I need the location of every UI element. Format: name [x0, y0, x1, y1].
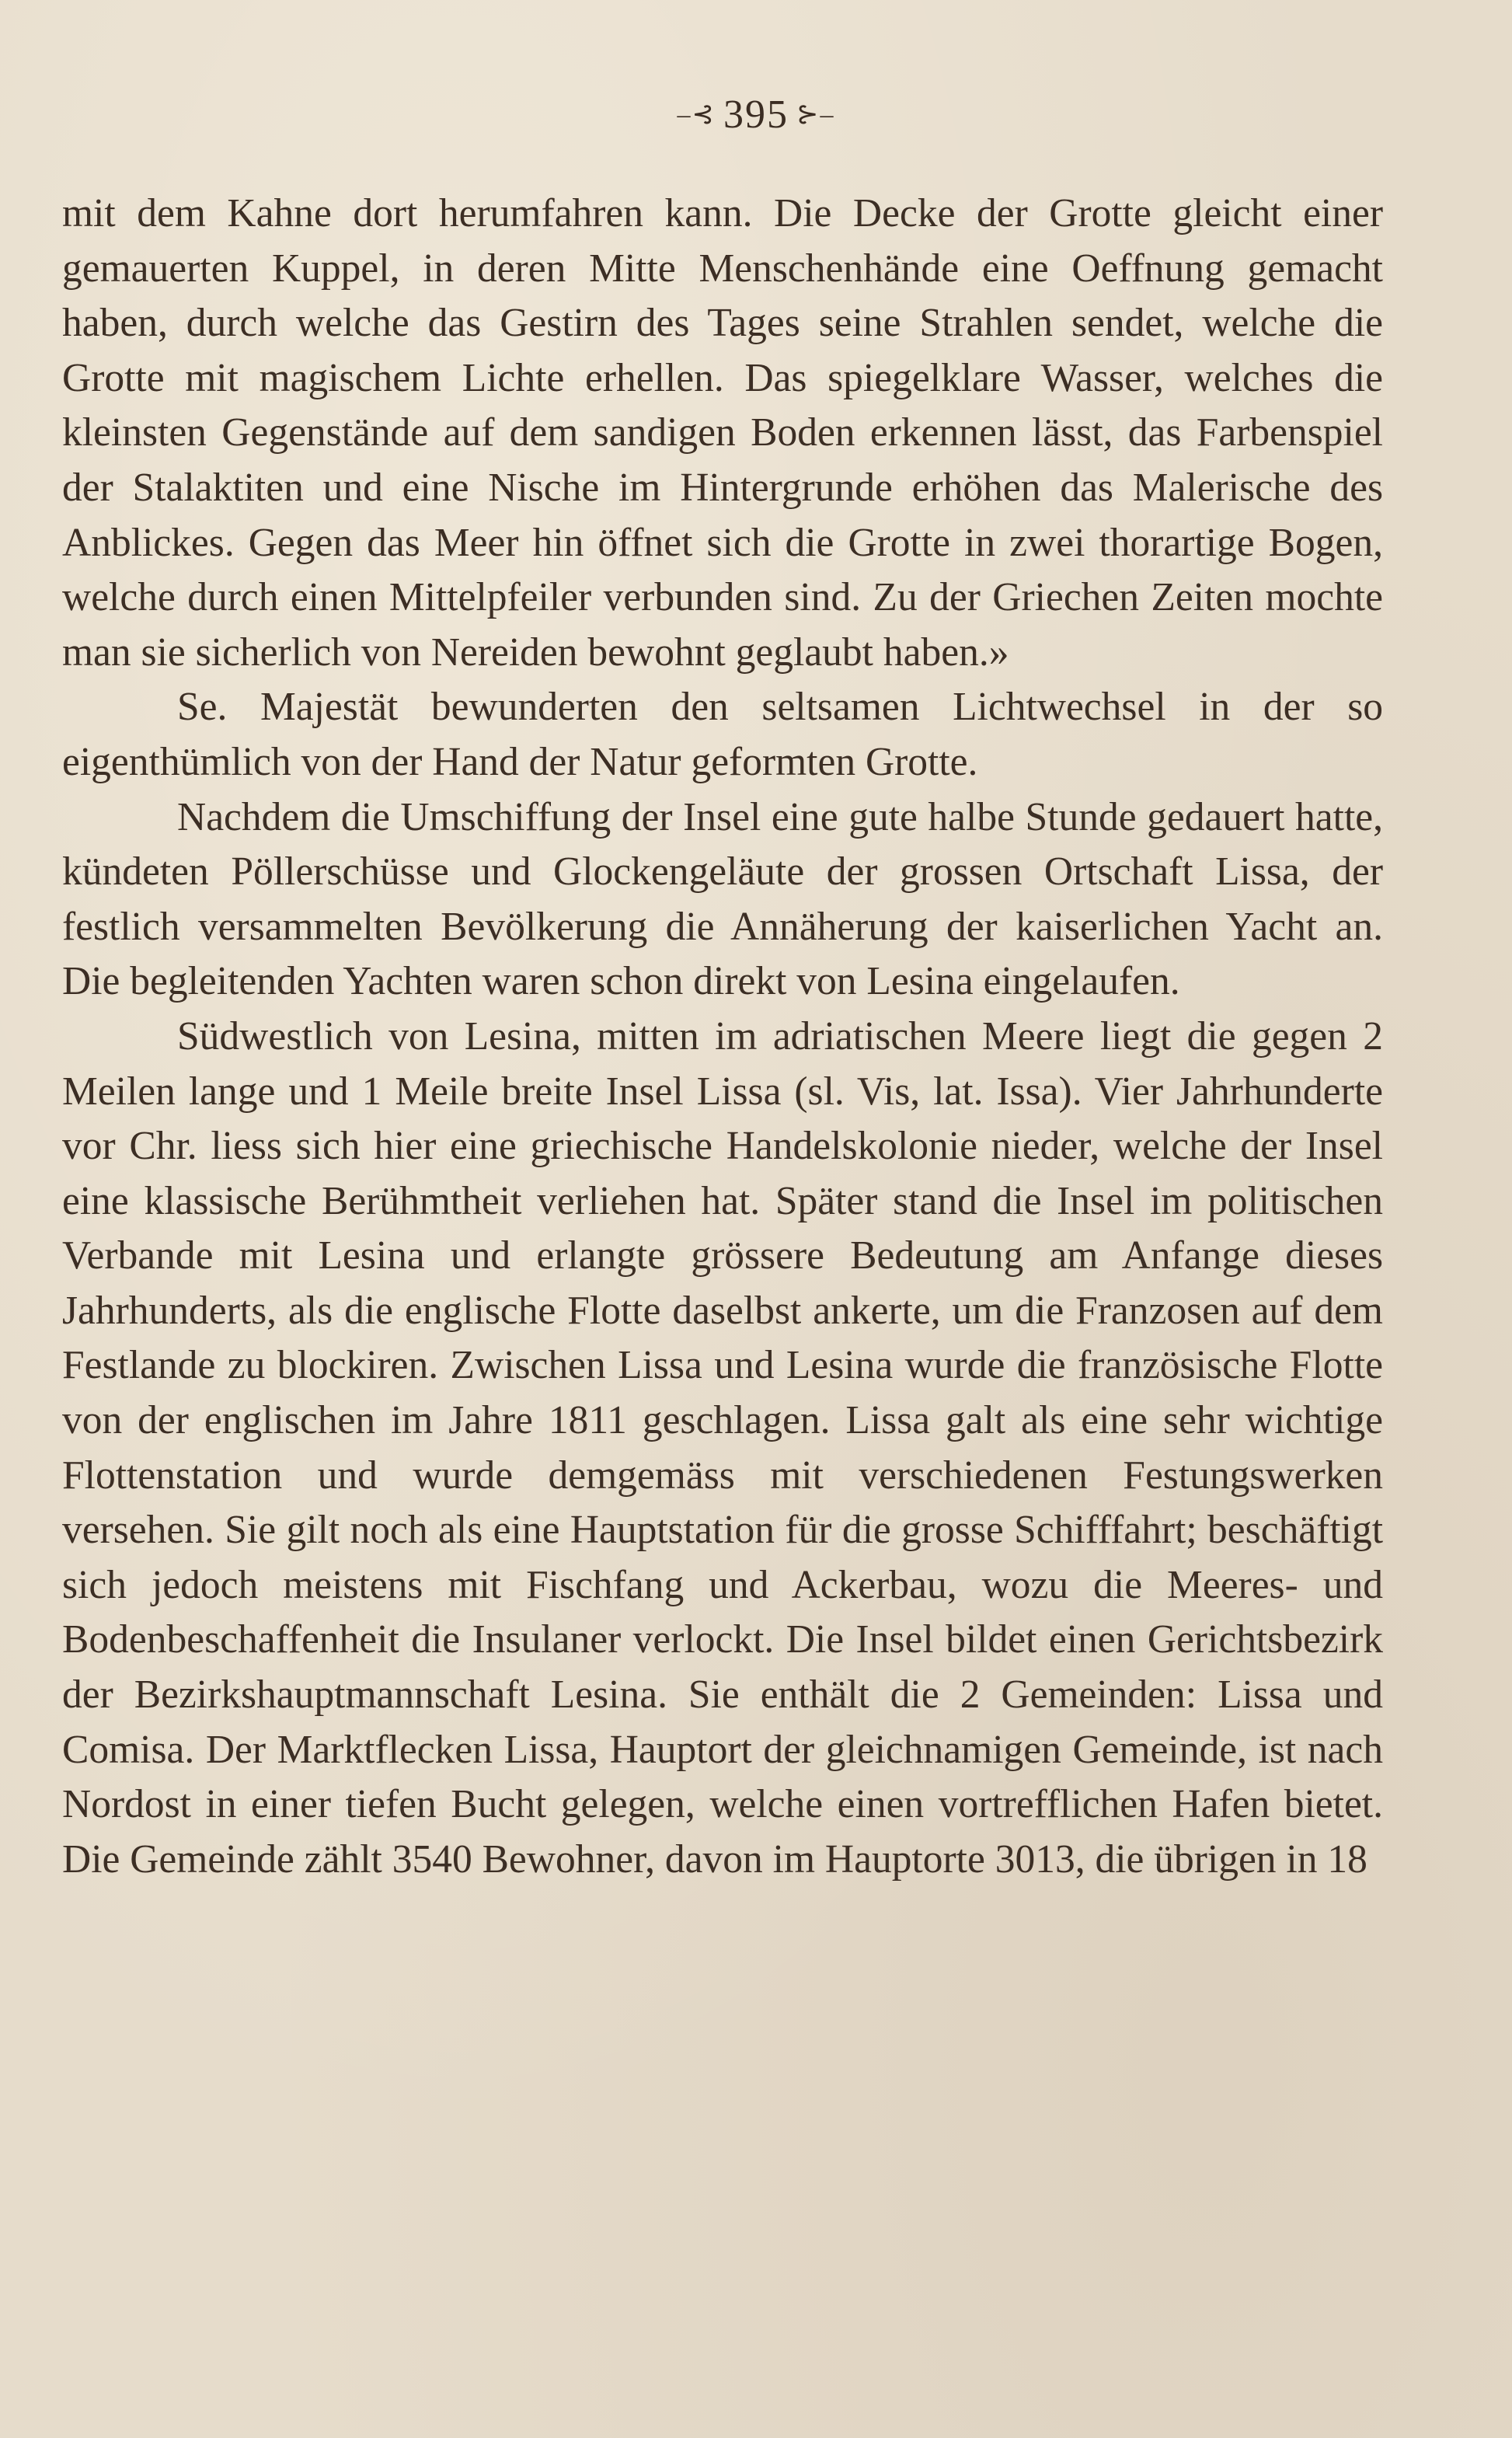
body-text — [62, 187, 1383, 1887]
page-header — [0, 92, 1512, 138]
page-number: 395 — [723, 92, 789, 137]
paragraph-3: Nachdem die Umschiffung der Insel eine gute halbe Stunde gedauert hatte, kündeten Pöllerschüsse und Glockengeläute der grossen Ortschaft Lissa, der festlich versammelten Bevölkerung die Annäherung der kaiserlichen Yacht an. Die begleitenden Yachten waren schon direkt von Lesina eingelaufen. — [62, 794, 1383, 1004]
ornament-left-icon: –⊰ — [677, 100, 716, 129]
paragraph-4: Südwestlich von Lesina, mitten im adriatischen Meere liegt die gegen 2 Meilen lange und 1 Meile breite Insel Lissa (sl. Vis, lat. Issa). Vier Jahrhunderte vor Chr. liess sich hier eine griechische Handelskolonie nieder, welche der Insel eine klassische Berühmtheit verliehen hat. Später stand die Insel im politischen Verbande mit Lesina und erlangte grössere Bedeutung am Anfange dieses Jahrhunderts, als die englische Flotte daselbst ankerte, um die Franzosen auf dem Festlande zu blockiren. Zwischen Lissa und Lesina wurde die französische Flotte von der englischen im Jahre 1811 geschlagen. Lissa galt als eine sehr wichtige Flottenstation und wurde demgemäss mit verschiedenen Festungswerken versehen. Sie gilt noch als eine Hauptstation für die grosse Schifffahrt; beschäftigt sich jedoch meistens mit Fischfang und Ackerbau, wozu die Meeres- und Bodenbeschaffenheit die Insulaner verlockt. Die Insel bildet einen Gerichtsbezirk der Bezirkshauptmannschaft Lesina. Sie enthält die 2 Gemeinden: Lissa und Comisa. Der Marktflecken Lissa, Hauptort der gleichnamigen Gemeinde, ist nach Nordost in einer tiefen Bucht gelegen, welche einen vortrefflichen Hafen bietet. Die Gemeinde zählt 3540 Bewohner, davon im Hauptorte 3013, die übrigen in 18 — [62, 1013, 1383, 1882]
paragraph-2: Se. Majestät bewunderten den seltsamen Lichtwechsel in der so eigenthümlich von der Hand der Natur geformten Grotte. — [62, 685, 1383, 784]
ornament-right-icon: ⊱– — [796, 100, 835, 129]
paragraph-1: mit dem Kahne dort herumfahren kann. Die Decke der Grotte gleicht einer gemauerten Kuppel, in deren Mitte Menschenhände eine Oeffnung gemacht haben, durch welche das Gestirn des Tages seine Strahlen sendet, welche die Grotte mit magischem Lichte erhellen. Das spiegelklare Wasser, welches die kleinsten Gegenstände auf dem sandigen Boden erkennen lässt, das Farbenspiel der Stalaktiten und eine Nische im Hintergrunde erhöhen das Malerische des Anblickes. Gegen das Meer hin öffnet sich die Grotte in zwei thorartige Bogen, welche durch einen Mittelpfeiler verbunden sind. Zu der Griechen Zeiten mochte man sie sicherlich von Nereiden bewohnt geglaubt haben.» — [62, 191, 1383, 675]
